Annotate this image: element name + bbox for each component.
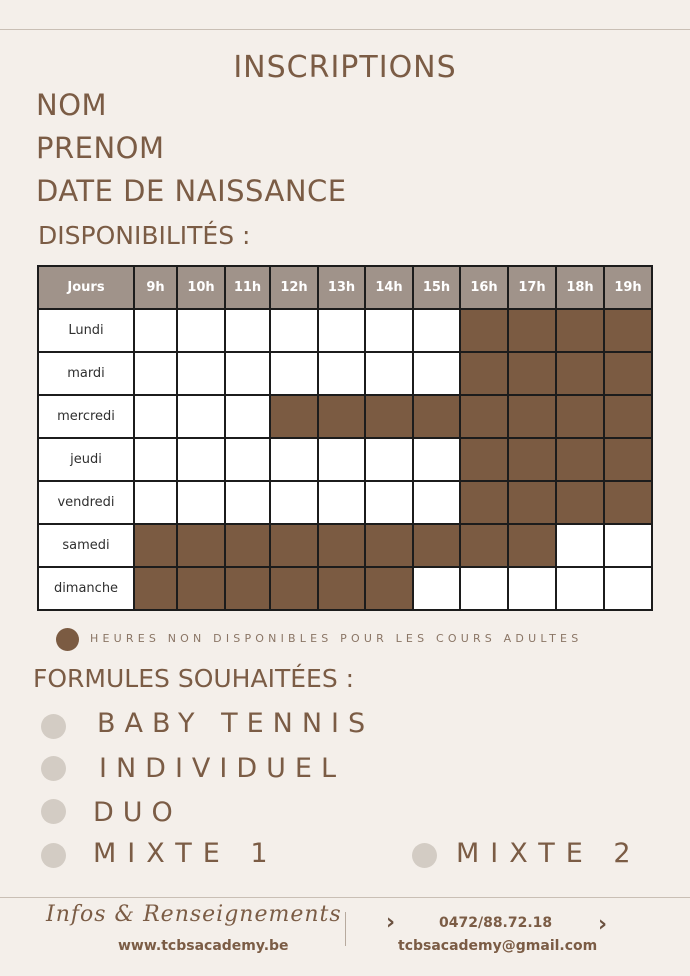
- legend-swatch: [56, 628, 79, 651]
- slot-unavailable[interactable]: [134, 567, 177, 610]
- slot-unavailable[interactable]: [508, 352, 556, 395]
- slot-available[interactable]: [225, 438, 270, 481]
- slot-unavailable[interactable]: [134, 524, 177, 567]
- day-label: jeudi: [38, 438, 134, 481]
- day-label: mercredi: [38, 395, 134, 438]
- chevron-right-icon: ›: [386, 910, 396, 935]
- slot-unavailable[interactable]: [177, 524, 225, 567]
- slot-available[interactable]: [318, 309, 365, 352]
- availability-heading: DISPONIBILITÉS :: [38, 221, 251, 250]
- slot-available[interactable]: [134, 438, 177, 481]
- day-label: vendredi: [38, 481, 134, 524]
- slot-unavailable[interactable]: [225, 567, 270, 610]
- slot-available[interactable]: [225, 395, 270, 438]
- availability-table: [37, 265, 653, 611]
- slot-available[interactable]: [225, 481, 270, 524]
- slot-unavailable[interactable]: [270, 395, 318, 438]
- table-row: [38, 438, 652, 481]
- slot-unavailable[interactable]: [460, 395, 508, 438]
- slot-unavailable[interactable]: [177, 567, 225, 610]
- slot-available[interactable]: [225, 309, 270, 352]
- corner-header: Jours: [38, 266, 134, 309]
- slot-available[interactable]: [413, 481, 460, 524]
- slot-unavailable[interactable]: [225, 524, 270, 567]
- slot-available[interactable]: [318, 481, 365, 524]
- formulas-heading: FORMULES SOUHAITÉES :: [33, 664, 355, 693]
- hour-header: 9h: [134, 266, 177, 309]
- field-nom: NOM: [36, 88, 108, 122]
- table-row: [38, 567, 652, 610]
- slot-available[interactable]: [270, 309, 318, 352]
- slot-available[interactable]: [318, 438, 365, 481]
- slot-available[interactable]: [413, 567, 460, 610]
- slot-available[interactable]: [270, 352, 318, 395]
- footer-website[interactable]: www.tcbsacademy.be: [118, 938, 289, 954]
- slot-available[interactable]: [365, 481, 413, 524]
- hour-header: 11h: [225, 266, 270, 309]
- footer-divider: [345, 912, 346, 946]
- slot-unavailable[interactable]: [365, 524, 413, 567]
- slot-available[interactable]: [177, 395, 225, 438]
- slot-available[interactable]: [134, 309, 177, 352]
- option-label-mixte-1: MIXTE 1: [93, 838, 279, 869]
- slot-available[interactable]: [413, 309, 460, 352]
- footer-script-title: Infos & Renseignements: [46, 902, 342, 927]
- table-row: [38, 481, 652, 524]
- slot-unavailable[interactable]: [460, 524, 508, 567]
- slot-available[interactable]: [134, 395, 177, 438]
- slot-available[interactable]: [365, 309, 413, 352]
- chevron-right-icon: ›: [598, 912, 608, 937]
- slot-available[interactable]: [365, 438, 413, 481]
- slot-unavailable[interactable]: [556, 438, 604, 481]
- slot-unavailable[interactable]: [318, 524, 365, 567]
- slot-unavailable[interactable]: [508, 524, 556, 567]
- slot-available[interactable]: [556, 567, 604, 610]
- hour-header: 16h: [460, 266, 508, 309]
- slot-unavailable[interactable]: [604, 309, 652, 352]
- option-radio-baby-tennis[interactable]: [41, 714, 66, 739]
- slot-unavailable[interactable]: [604, 395, 652, 438]
- footer-phone[interactable]: 0472/88.72.18: [439, 915, 553, 931]
- slot-available[interactable]: [508, 567, 556, 610]
- slot-available[interactable]: [177, 352, 225, 395]
- slot-available[interactable]: [413, 352, 460, 395]
- hour-header: 13h: [318, 266, 365, 309]
- hour-header: 14h: [365, 266, 413, 309]
- footer-email[interactable]: tcbsacademy@gmail.com: [398, 938, 598, 954]
- field-prenom: PRENOM: [36, 131, 165, 165]
- table-row: [38, 309, 652, 352]
- hour-header: 17h: [508, 266, 556, 309]
- option-label-individuel: INDIVIDUEL: [99, 753, 346, 784]
- slot-available[interactable]: [604, 524, 652, 567]
- footer-rule: [0, 897, 690, 898]
- slot-unavailable[interactable]: [556, 395, 604, 438]
- option-label-baby-tennis: BABY TENNIS: [97, 708, 375, 739]
- slot-available[interactable]: [318, 352, 365, 395]
- table-row: [38, 352, 652, 395]
- slot-unavailable[interactable]: [270, 524, 318, 567]
- top-rule: [0, 29, 690, 30]
- slot-unavailable[interactable]: [604, 352, 652, 395]
- slot-unavailable[interactable]: [508, 395, 556, 438]
- slot-available[interactable]: [460, 567, 508, 610]
- slot-available[interactable]: [134, 352, 177, 395]
- day-label: dimanche: [38, 567, 134, 610]
- slot-available[interactable]: [413, 438, 460, 481]
- slot-unavailable[interactable]: [556, 352, 604, 395]
- slot-unavailable[interactable]: [508, 309, 556, 352]
- table-header-row: [38, 266, 652, 309]
- field-date-de-naissance: DATE DE NAISSANCE: [36, 174, 347, 208]
- slot-available[interactable]: [177, 438, 225, 481]
- legend-text: HEURES NON DISPONIBLES POUR LES COURS ADULTES: [90, 632, 583, 645]
- hour-header: 15h: [413, 266, 460, 309]
- slot-available[interactable]: [556, 524, 604, 567]
- slot-unavailable[interactable]: [604, 481, 652, 524]
- slot-unavailable[interactable]: [365, 395, 413, 438]
- slot-unavailable[interactable]: [604, 438, 652, 481]
- slot-available[interactable]: [270, 481, 318, 524]
- slot-unavailable[interactable]: [460, 438, 508, 481]
- day-label: samedi: [38, 524, 134, 567]
- slot-unavailable[interactable]: [413, 524, 460, 567]
- slot-available[interactable]: [177, 481, 225, 524]
- slot-unavailable[interactable]: [556, 481, 604, 524]
- slot-unavailable[interactable]: [318, 567, 365, 610]
- slot-available[interactable]: [225, 352, 270, 395]
- option-radio-individuel[interactable]: [41, 756, 66, 781]
- option-radio-duo[interactable]: [41, 799, 66, 824]
- slot-unavailable[interactable]: [270, 567, 318, 610]
- slot-unavailable[interactable]: [508, 481, 556, 524]
- option-label-duo: DUO: [93, 797, 182, 828]
- slot-unavailable[interactable]: [460, 481, 508, 524]
- slot-available[interactable]: [365, 352, 413, 395]
- slot-unavailable[interactable]: [460, 309, 508, 352]
- slot-available[interactable]: [270, 438, 318, 481]
- hour-header: 18h: [556, 266, 604, 309]
- hour-header: 10h: [177, 266, 225, 309]
- page-title: INSCRIPTIONS: [233, 50, 457, 85]
- option-radio-mixte-1[interactable]: [41, 843, 66, 868]
- slot-unavailable[interactable]: [365, 567, 413, 610]
- hour-header: 19h: [604, 266, 652, 309]
- option-radio-mixte-2[interactable]: [412, 843, 437, 868]
- slot-unavailable[interactable]: [460, 352, 508, 395]
- hour-header: 12h: [270, 266, 318, 309]
- slot-unavailable[interactable]: [413, 395, 460, 438]
- option-label-mixte-2: MIXTE 2: [456, 838, 642, 869]
- slot-available[interactable]: [134, 481, 177, 524]
- slot-available[interactable]: [604, 567, 652, 610]
- slot-unavailable[interactable]: [508, 438, 556, 481]
- slot-unavailable[interactable]: [556, 309, 604, 352]
- table-row: [38, 395, 652, 438]
- slot-available[interactable]: [177, 309, 225, 352]
- day-label: mardi: [38, 352, 134, 395]
- slot-unavailable[interactable]: [318, 395, 365, 438]
- table-row: [38, 524, 652, 567]
- day-label: Lundi: [38, 309, 134, 352]
